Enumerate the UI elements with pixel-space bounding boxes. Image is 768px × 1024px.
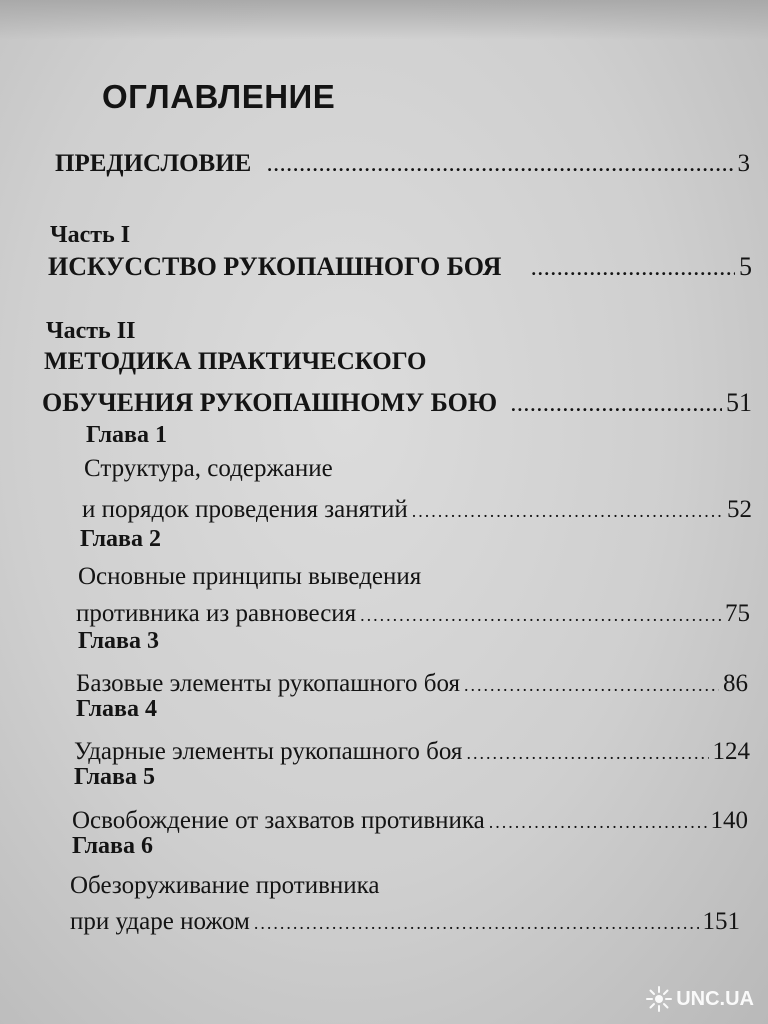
dot-leader (254, 914, 699, 932)
page-number: 124 (712, 738, 750, 765)
entry-title: при ударе ножом (70, 908, 250, 935)
entry-title: противника из равновесия (76, 600, 357, 627)
dot-leader (412, 502, 723, 520)
entry-title: ПРЕДИСЛОВИЕ (55, 150, 252, 177)
toc-entry-chapter-3 (76, 670, 748, 698)
dot-leader (360, 606, 721, 624)
toc-entry-chapter-4 (74, 738, 750, 766)
chapter-title-line: Основные принципы выведения (78, 563, 422, 590)
toc-entry-chapter-2 (76, 600, 750, 628)
toc-entry-preface (55, 150, 750, 178)
chapter-label: Глава 1 (86, 422, 167, 448)
page-number: 86 (723, 670, 748, 697)
page-edge-shadow (0, 0, 768, 40)
chapter-label: Глава 6 (72, 833, 153, 859)
toc-entry-chapter-5 (72, 807, 748, 835)
dot-leader (466, 744, 708, 762)
part-title-line: МЕТОДИКА ПРАКТИЧЕСКОГО (44, 348, 427, 375)
chapter-title-line: Структура, содержание (84, 455, 333, 482)
chapter-label: Глава 5 (74, 764, 155, 790)
page-number: 140 (710, 807, 748, 834)
chapter-label: Глава 2 (80, 526, 161, 552)
page-number: 51 (726, 388, 752, 417)
dot-leader (531, 260, 735, 278)
part-label: Часть I (50, 222, 131, 248)
entry-title: Освобождение от захватов противника (72, 807, 485, 834)
toc-entry-part1 (48, 252, 752, 282)
page-number: 5 (739, 252, 752, 281)
page-number: 75 (725, 600, 750, 627)
dot-leader (464, 676, 719, 694)
entry-title: Ударные элементы рукопашного боя (74, 738, 463, 765)
chapter-label: Глава 4 (76, 696, 157, 722)
part-label: Часть II (46, 318, 136, 344)
toc-entry-chapter-1 (82, 496, 752, 524)
page-number: 3 (737, 150, 750, 177)
chapter-title-line: Обезоруживание противника (70, 872, 380, 899)
entry-title: Базовые элементы рукопашного боя (76, 670, 461, 697)
watermark-text: UNC.UA (676, 987, 754, 1010)
toc-heading: ОГЛАВЛЕНИЕ (102, 78, 336, 115)
sun-logo-icon (646, 986, 672, 1012)
watermark (646, 986, 754, 1012)
dot-leader (267, 156, 733, 174)
entry-title: ОБУЧЕНИЯ РУКОПАШНОМУ БОЮ (42, 388, 498, 417)
toc-entry-chapter-6 (70, 908, 740, 936)
page-number: 52 (727, 496, 752, 523)
dot-leader (489, 813, 707, 831)
dot-leader (511, 396, 722, 414)
entry-title: ИСКУССТВО РУКОПАШНОГО БОЯ (48, 252, 502, 281)
entry-title: и порядок проведения занятий (82, 496, 408, 523)
toc-entry-part2 (42, 388, 752, 418)
page-number: 151 (702, 908, 740, 935)
chapter-label: Глава 3 (78, 628, 159, 654)
